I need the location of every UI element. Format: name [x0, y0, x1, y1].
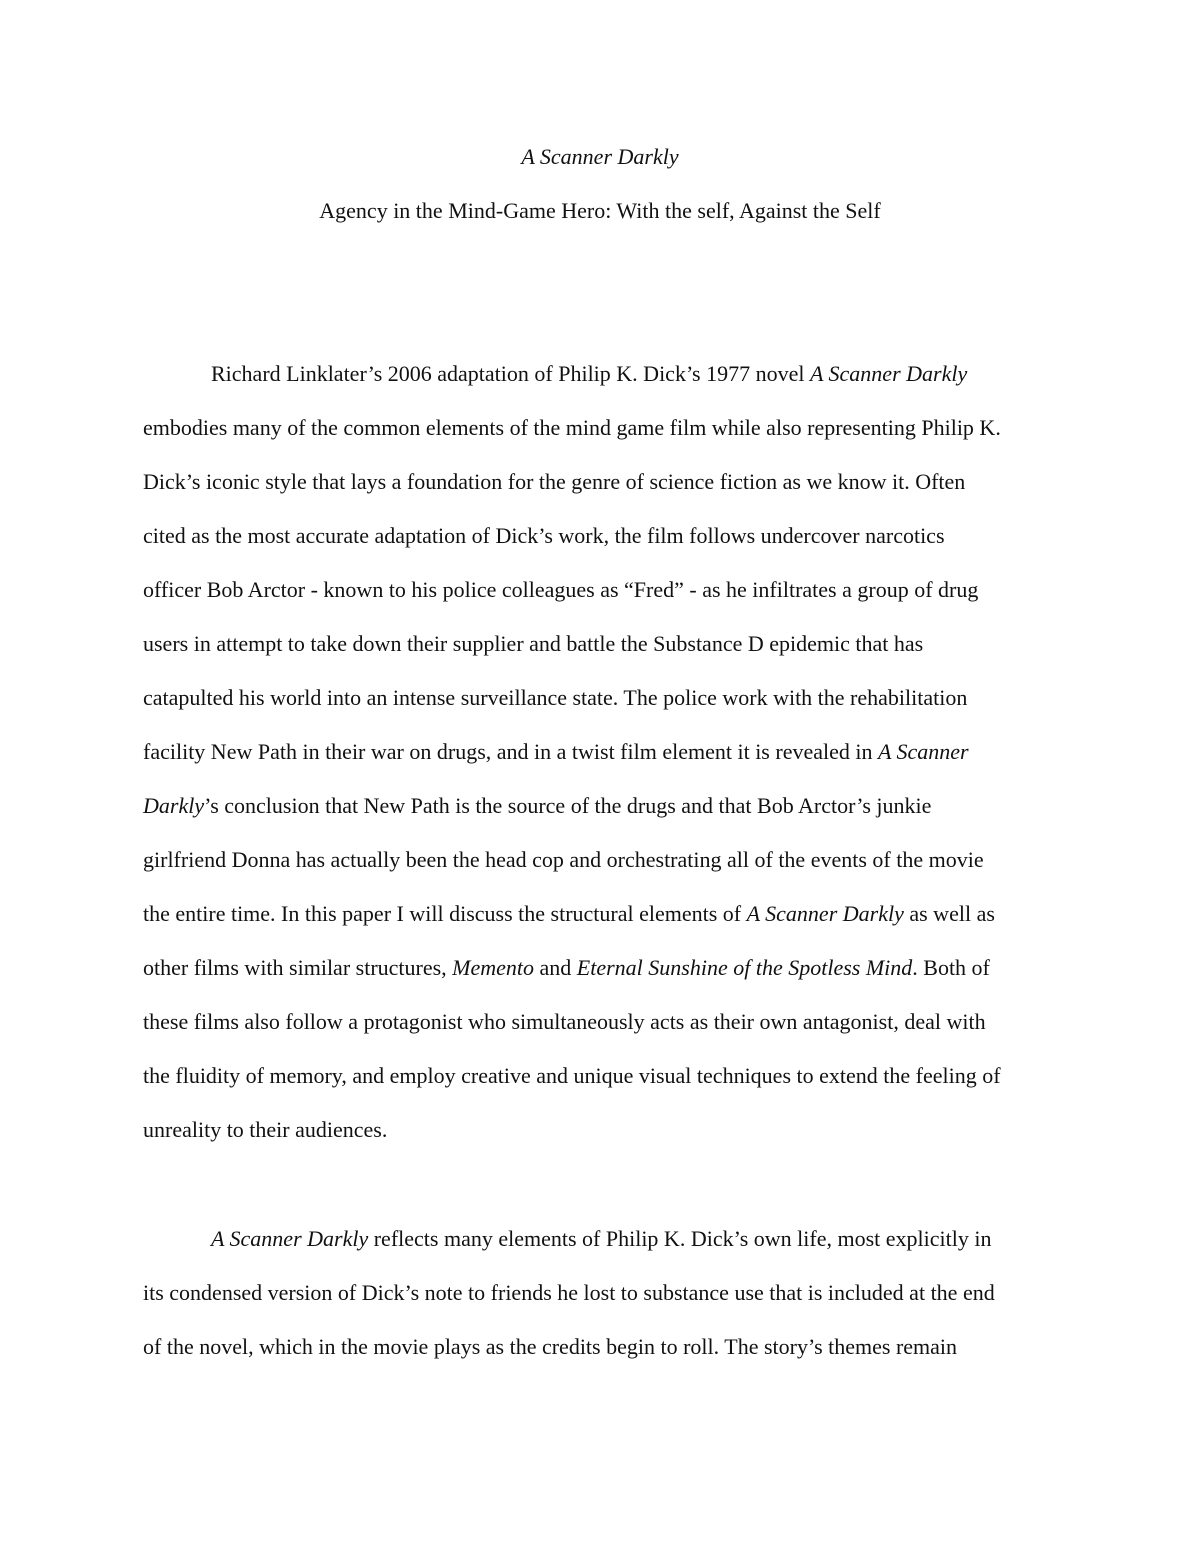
book-title-italic: A Scanner Darkly [746, 901, 904, 926]
paragraph-1-line-7: catapulted his world into an intense surveillance state. The police work with the rehabilitation [143, 685, 968, 710]
film-title-italic: Eternal Sunshine of the Spotless Mind [576, 955, 913, 980]
paragraph-1-line-13: these films also follow a protagonist who simultaneously acts as their own antagonist, deal with [143, 1009, 986, 1034]
paragraph-1-line-15: unreality to their audiences. [143, 1117, 388, 1142]
paragraph-1-line-4: cited as the most accurate adaptation of Dick’s work, the film follows undercover narcotics [143, 523, 945, 548]
film-title-italic: Memento [452, 955, 535, 980]
paragraph-1-line-12: other films with similar structures, Memento and Eternal Sunshine of the Spotless Mind. Both of [143, 955, 990, 980]
paragraph-1-line-14: the fluidity of memory, and employ creative and unique visual techniques to extend the feeling of [143, 1063, 1001, 1088]
book-title-italic: A Scanner [877, 739, 969, 764]
paragraph-1-line-2: embodies many of the common elements of the mind game film while also representing Philip K. [143, 415, 1001, 440]
paragraph-1-line-9: Darkly’s conclusion that New Path is the source of the drugs and that Bob Arctor’s junkie [143, 793, 932, 818]
paragraph-2-line-3: of the novel, which in the movie plays as the credits begin to roll. The story’s themes remain [143, 1334, 958, 1359]
paragraph-2-line-2: its condensed version of Dick’s note to friends he lost to substance use that is included at the end [143, 1280, 995, 1305]
book-title-italic: A Scanner Darkly [211, 1226, 369, 1251]
book-title-italic: Darkly [143, 793, 205, 818]
paragraph-1-line-1: Richard Linklater’s 2006 adaptation of Philip K. Dick’s 1977 novel A Scanner Darkly [211, 361, 968, 386]
paragraph-1-line-8: facility New Path in their war on drugs, and in a twist film element it is revealed in A Scanner [143, 739, 969, 764]
paragraph-1-line-10: girlfriend Donna has actually been the head cop and orchestrating all of the events of the movie [143, 847, 984, 872]
paragraph-1-line-6: users in attempt to take down their supplier and battle the Substance D epidemic that has [143, 631, 924, 656]
book-title-italic: A Scanner Darkly [810, 361, 968, 386]
document-subtitle: Agency in the Mind-Game Hero: With the self, Against the Self [319, 198, 881, 223]
paragraph-2-line-1: A Scanner Darkly reflects many elements of Philip K. Dick’s own life, most explicitly in [211, 1226, 992, 1251]
document-title: A Scanner Darkly [521, 144, 679, 169]
paragraph-1-line-5: officer Bob Arctor - known to his police colleagues as “Fred” - as he infiltrates a group of drug [143, 577, 979, 602]
paragraph-1-line-3: Dick’s iconic style that lays a foundation for the genre of science fiction as we know it. Often [143, 469, 966, 494]
paragraph-1-line-11: the entire time. In this paper I will discuss the structural elements of A Scanner Darkly as well as [143, 901, 995, 926]
